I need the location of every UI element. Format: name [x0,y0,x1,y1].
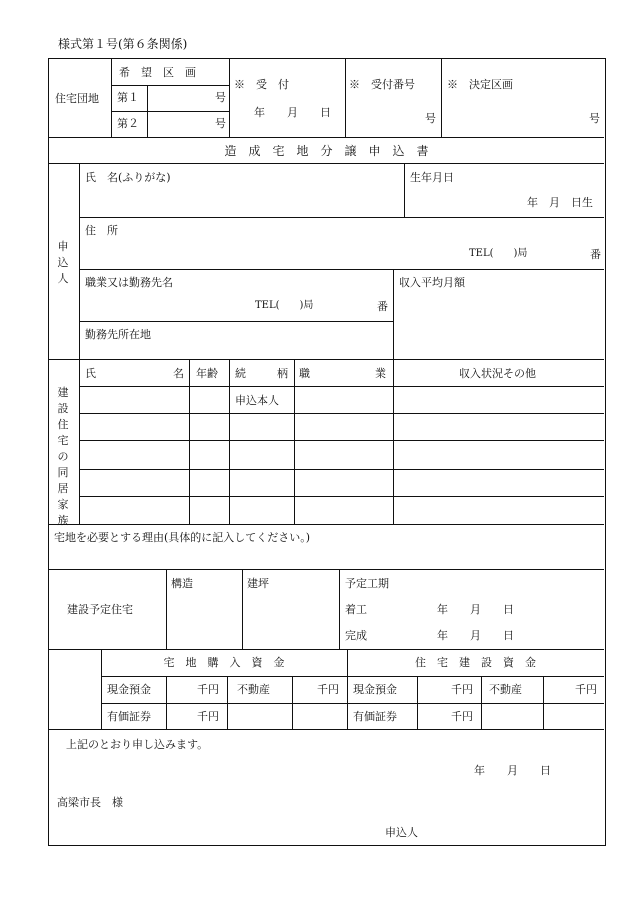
workplace-address-label: 勤務先所在地 [85,328,151,341]
occupation-tel: TEL( )局 [255,300,314,311]
application-form [48,58,606,846]
house-cash-label: 現金預金 [353,683,397,696]
receipt-date: 年 月 日 [254,106,331,119]
applicant-name-label: 氏 名(ふりがな) [85,171,171,184]
receipt-number-go: 号 [425,112,436,125]
planned-house-label: 建設予定住宅 [67,603,133,616]
land-cash-unit: 千円 [197,683,219,696]
structure-label: 構造 [171,577,193,590]
estate-label: 住宅団地 [55,92,99,105]
desired-lot-label: 希 望 区 画 [119,66,196,79]
receipt-label: ※ 受 付 [234,78,289,91]
choice-1-label: 第１ [117,91,139,104]
occupation-ban: 番 [377,300,388,313]
family-income-header: 収入状況その他 [459,367,536,380]
land-securities-label: 有価証券 [107,710,151,723]
address-ban: 番 [590,248,601,261]
family-self-cell: 申込本人 [235,394,279,407]
applicant-section-label: 申込人 [57,240,69,285]
family-section-label: 建設住宅の同居家族 [57,386,69,527]
finish-date: 年 月 日 [437,629,514,642]
occupation-label: 職業又は勤務先名 [85,276,173,289]
receipt-number-label: ※ 受付番号 [349,78,415,91]
decision-lot-label: ※ 決定区画 [447,78,513,91]
family-age-header: 年齢 [196,367,218,380]
declaration-statement: 上記のとおり申し込みます。 [66,738,209,751]
birth-date-label: 生年月日 [410,171,454,184]
family-job-header-b: 業 [375,367,386,380]
choice-2-label: 第２ [117,117,139,130]
family-relation-header-b: 柄 [277,367,288,380]
family-name-header-b: 名 [173,367,184,380]
address-label: 住 所 [85,224,118,237]
land-cash-label: 現金預金 [107,683,151,696]
house-securities-unit: 千円 [451,710,473,723]
addressee-mayor: 高梁市長 様 [57,796,123,809]
family-relation-header-a: 続 [235,367,246,380]
birth-date-ymd: 年 月 日生 [527,196,593,209]
start-date: 年 月 日 [437,603,514,616]
land-realestate-label: 不動産 [237,683,270,696]
house-realestate-label: 不動産 [489,683,522,696]
choice-2-go: 号 [215,117,226,130]
decision-lot-go: 号 [589,112,600,125]
start-label: 着工 [345,603,367,616]
address-tel: TEL( )局 [469,248,528,259]
reason-label: 宅地を必要とする理由(具体的に記入してください。) [54,531,311,544]
floor-area-label: 建坪 [247,577,269,590]
form-number-label: 様式第１号(第６条関係) [58,37,188,51]
house-realestate-unit: 千円 [575,683,597,696]
land-funds-header: 宅 地 購 入 資 金 [163,656,285,669]
house-securities-label: 有価証券 [353,710,397,723]
family-name-header-a: 氏 [85,367,96,380]
land-securities-unit: 千円 [197,710,219,723]
monthly-income-label: 収入平均月額 [399,276,465,289]
choice-1-go: 号 [215,91,226,104]
house-funds-header: 住 宅 建 設 資 金 [415,656,536,669]
house-cash-unit: 千円 [451,683,473,696]
finish-label: 完成 [345,629,367,642]
declaration-date: 年 月 日 [474,764,551,777]
signature-applicant-label: 申込人 [385,826,418,839]
land-realestate-unit: 千円 [317,683,339,696]
form-title: 造 成 宅 地 分 譲 申 込 書 [224,144,429,158]
schedule-label: 予定工期 [345,577,389,590]
family-job-header-a: 職 [299,367,310,380]
